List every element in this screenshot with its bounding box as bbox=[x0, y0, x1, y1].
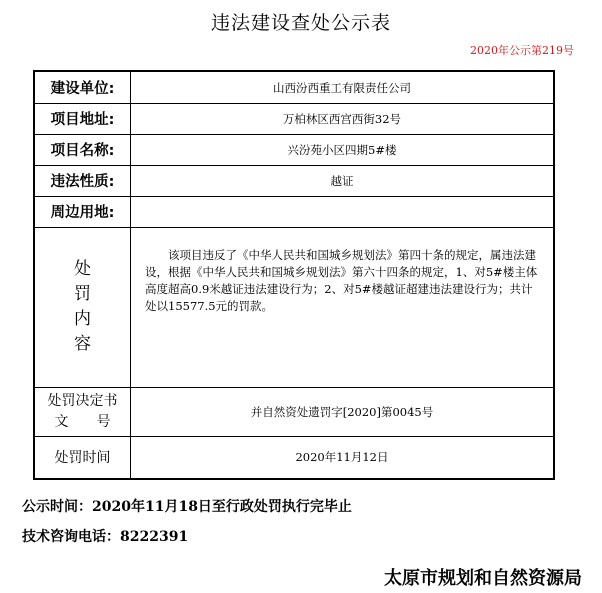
decision-label-line1: 处罚决定书 bbox=[47, 392, 118, 409]
penalty-content-text: 该项目违反了《中华人民共和国城乡规划法》第四十条的规定，属违法建设，根据《中华人民共和国城乡规划法》第六十四条的规定，1、对5#楼主体高度超高0.9米越证违法建设行为；2、对5#楼越证超建违法建设行为；共计处以15577.5元的罚款。 bbox=[145, 248, 538, 313]
page-title: 违法建设查处公示表 bbox=[210, 12, 391, 34]
document-number: 2020年公示第219号 bbox=[470, 44, 574, 57]
issuing-authority: 太原市规划和自然资源局 bbox=[384, 568, 582, 589]
consult-phone: 技术咨询电话：8222391 bbox=[22, 529, 189, 545]
row-surrounding-land bbox=[35, 196, 553, 228]
decision-number-value: 并自然资处遗罚字[2020]第0045号 bbox=[250, 404, 434, 419]
row-project-address bbox=[35, 103, 553, 135]
project-name-value: 兴汾苑小区四期5#楼 bbox=[287, 142, 397, 157]
penalty-time-value: 2020年11月12日 bbox=[295, 450, 389, 464]
penalty-label-char: 罚 bbox=[74, 284, 91, 304]
penalty-content-label bbox=[35, 227, 131, 387]
row-decision-number bbox=[35, 387, 553, 437]
penalty-label-char: 处 bbox=[74, 259, 91, 279]
row-construction-unit bbox=[35, 72, 553, 104]
construction-unit-label: 建设单位: bbox=[35, 72, 131, 103]
project-address-label: 项目地址: bbox=[35, 103, 131, 134]
row-violation-nature bbox=[35, 165, 553, 197]
publicity-table bbox=[33, 70, 555, 480]
surrounding-land-label: 周边用地: bbox=[35, 196, 131, 227]
decision-label-line2: 文 号 bbox=[54, 413, 111, 430]
violation-nature-value: 越证 bbox=[330, 173, 354, 188]
row-penalty-content bbox=[35, 227, 553, 388]
project-address-value: 万柏林区西宫西街32号 bbox=[282, 111, 402, 126]
surrounding-land-value bbox=[131, 196, 553, 227]
violation-nature-label: 违法性质: bbox=[35, 165, 131, 196]
penalty-time-label: 处罚时间 bbox=[35, 436, 131, 478]
penalty-label-char: 内 bbox=[74, 309, 91, 329]
penalty-label-char: 容 bbox=[74, 334, 91, 354]
row-project-name bbox=[35, 134, 553, 166]
construction-unit-value: 山西汾西重工有限责任公司 bbox=[273, 80, 411, 95]
publicity-time: 公示时间：2020年11月18日至行政处罚执行完毕止 bbox=[22, 499, 352, 515]
decision-number-label bbox=[35, 387, 131, 436]
project-name-label: 项目名称: bbox=[35, 134, 131, 165]
row-penalty-time bbox=[35, 436, 553, 478]
